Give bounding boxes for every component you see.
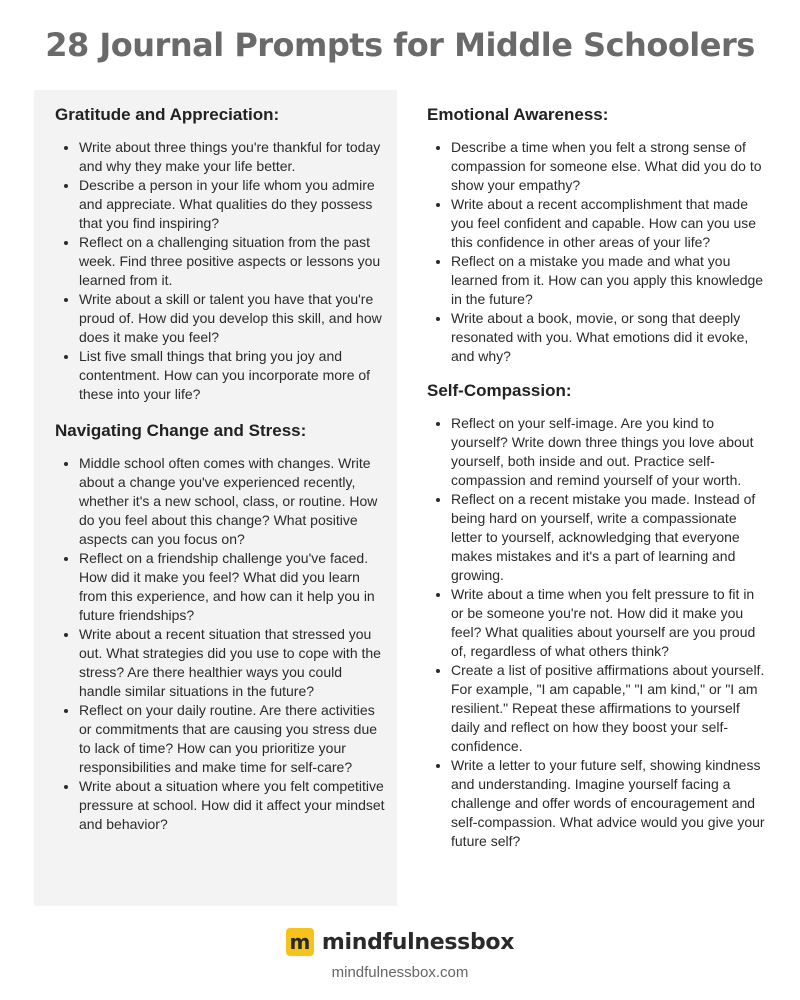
left-column: [55, 104, 385, 834]
section-heading: Navigating Change and Stress:: [55, 421, 307, 440]
brand-name: mindfulnessbox: [321, 929, 515, 955]
prompt-list: [427, 414, 767, 851]
right-column: [427, 104, 767, 851]
prompt-item: • Write a letter to your future self, showing kindness and understanding. Imagine yourself facing a challenge and offer words of encouragement and self-compassion. What advice would you give your future self?: [451, 756, 767, 851]
prompt-item: • Describe a person in your life whom you admire and appreciate. What qualities do they possess that you find inspiring?: [79, 176, 385, 233]
brand-mark-icon: m: [286, 928, 314, 956]
prompt-item: • List five small things that bring you joy and contentment. How can you incorporate more of these into your life?: [79, 347, 385, 404]
prompt-list: [427, 138, 767, 366]
section-emotional-awareness: [427, 104, 767, 366]
prompt-item: • Middle school often comes with changes. Write about a change you've experienced recently, whether it's a new school, class, or routine. How do you feel about this change? What positive aspects can you focus on?: [79, 454, 385, 549]
prompt-item: • Reflect on a friendship challenge you've faced. How did it make you feel? What did you learn from this experience, and how can it help you in future friendships?: [79, 549, 385, 625]
prompt-item: • Write about a time when you felt pressure to fit in or be someone you're not. How did it make you feel? What qualities about yourself are you proud of, regardless of what others think?: [451, 585, 767, 661]
prompt-list: [55, 454, 385, 834]
brand-url-link[interactable]: mindfulnessbox.com: [331, 964, 469, 981]
prompt-item: • Create a list of positive affirmations about yourself. For example, "I am capable," "I am kind," or "I am resilient." Repeat these affirmations to yourself daily and reflect on how they boost your self-confidence.: [451, 661, 767, 756]
section-change-stress: [55, 420, 385, 834]
prompt-item: • Describe a time when you felt a strong sense of compassion for someone else. What did you do to show your empathy?: [451, 138, 767, 195]
section-self-compassion: [427, 380, 767, 851]
prompt-item: • Reflect on a challenging situation from the past week. Find three positive aspects or lessons you learned from it.: [79, 233, 385, 290]
footer: [0, 928, 800, 981]
prompt-list: [55, 138, 385, 404]
section-heading: Gratitude and Appreciation:: [55, 105, 280, 124]
section-heading: Self-Compassion:: [427, 381, 572, 400]
prompt-item: • Reflect on your daily routine. Are there activities or commitments that are causing you stress due to lack of time? How can you prioritize your responsibilities and make time for self-care?: [79, 701, 385, 777]
section-gratitude: [55, 104, 385, 404]
prompt-item: • Reflect on a mistake you made and what you learned from it. How can you apply this knowledge in the future?: [451, 252, 767, 309]
prompt-item: • Write about a recent situation that stressed you out. What strategies did you use to cope with the stress? Are there healthier ways you could handle similar situations in the future?: [79, 625, 385, 701]
prompt-item: • Write about a recent accomplishment that made you feel confident and capable. How can you use this confidence in other areas of your life?: [451, 195, 767, 252]
brand-logo[interactable]: [0, 928, 800, 956]
prompt-item: • Reflect on your self-image. Are you kind to yourself? Write down three things you love about yourself, both inside and out. Practice self-compassion and remind yourself of your worth.: [451, 414, 767, 490]
section-heading: Emotional Awareness:: [427, 105, 609, 124]
page-title: 28 Journal Prompts for Middle Schoolers: [45, 26, 755, 64]
prompt-item: • Write about three things you're thankful for today and why they make your life better.: [79, 138, 385, 176]
prompt-item: • Reflect on a recent mistake you made. Instead of being hard on yourself, write a compassionate letter to yourself, acknowledging that everyone makes mistakes and it's a part of learning and growing.: [451, 490, 767, 585]
prompt-item: • Write about a book, movie, or song that deeply resonated with you. What emotions did it evoke, and why?: [451, 309, 767, 366]
prompt-item: • Write about a situation where you felt competitive pressure at school. How did it affect your mindset and behavior?: [79, 777, 385, 834]
prompt-item: • Write about a skill or talent you have that you're proud of. How did you develop this skill, and how does it make you feel?: [79, 290, 385, 347]
